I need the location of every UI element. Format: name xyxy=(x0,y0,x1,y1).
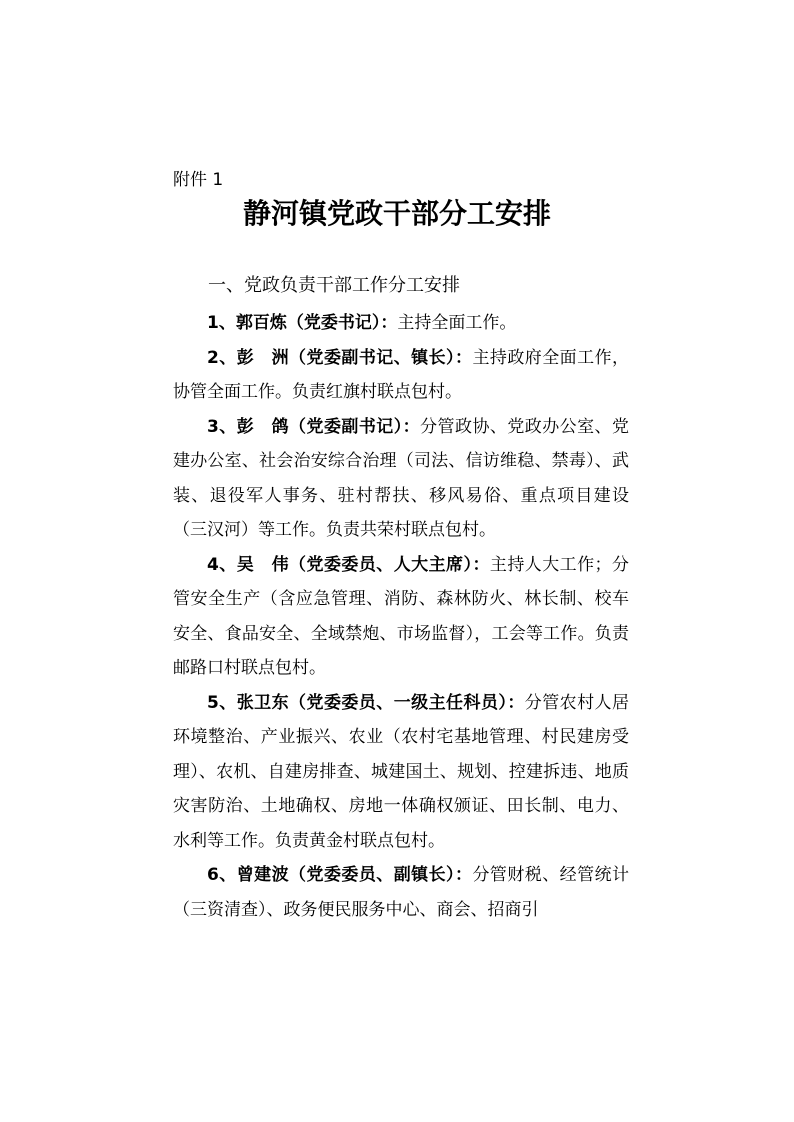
paragraph-text: 分管财税、经管统计（三资清查）、政务便民服务中心、商会、招商引 xyxy=(173,865,630,920)
paragraph-text: 主持全面工作。 xyxy=(397,313,517,333)
document-title: 静河镇党政干部分工安排 xyxy=(242,197,551,230)
paragraph-6 xyxy=(173,858,629,927)
paragraph-1 xyxy=(173,306,629,341)
paragraph-lead: 4、吴 伟（党委委员、人大主席）： xyxy=(207,554,490,575)
paragraph-lead: 3、彭 鸽（党委副书记）： xyxy=(207,416,421,437)
paragraph-5 xyxy=(173,686,629,859)
paragraph-text: 主持人大工作；分管安全生产（含应急管理、消防、森林防火、林长制、校车安全、食品安全、全域禁炮、市场监督），工会等工作。负责邮路口村联点包村。 xyxy=(173,554,630,678)
attachment-label: 附件 1 xyxy=(173,170,224,190)
paragraph-text: 主持政府全面工作，协管全面工作。负责红旗村联点包村。 xyxy=(173,347,630,402)
section-heading: 一、党政负责干部工作分工安排 xyxy=(208,275,460,296)
paragraph-text: 分管政协、党政办公室、党建办公室、社会治安综合治理（司法、信访维稳、禁毒）、武装、退役军人事务、驻村帮扶、移风易俗、重点项目建设（三汉河）等工作。负责共荣村联点包村。 xyxy=(173,416,630,540)
paragraph-lead: 6、曾建波（党委委员、副镇长）： xyxy=(207,865,473,885)
paragraph-4 xyxy=(173,548,629,686)
paragraph-lead: 1、郭百炼（党委书记）： xyxy=(207,313,398,333)
paragraph-2 xyxy=(173,341,629,410)
paragraph-lead: 5、张卫东（党委委员、一级主任科员）： xyxy=(207,692,525,713)
paragraph-lead: 2、彭 洲（党委副书记、镇长）： xyxy=(207,347,473,368)
paragraph-text: 分管农村人居环境整治、产业振兴、农业（农村宅基地管理、村民建房受理）、农机、自建房排查、城建国土、规划、控建拆违、地质灾害防治、土地确权、房地一体确权颁证、田长制、电力、水利等工作。负责黄金村联点包村。 xyxy=(173,692,630,851)
body-text xyxy=(173,306,629,927)
paragraph-3 xyxy=(173,410,629,548)
